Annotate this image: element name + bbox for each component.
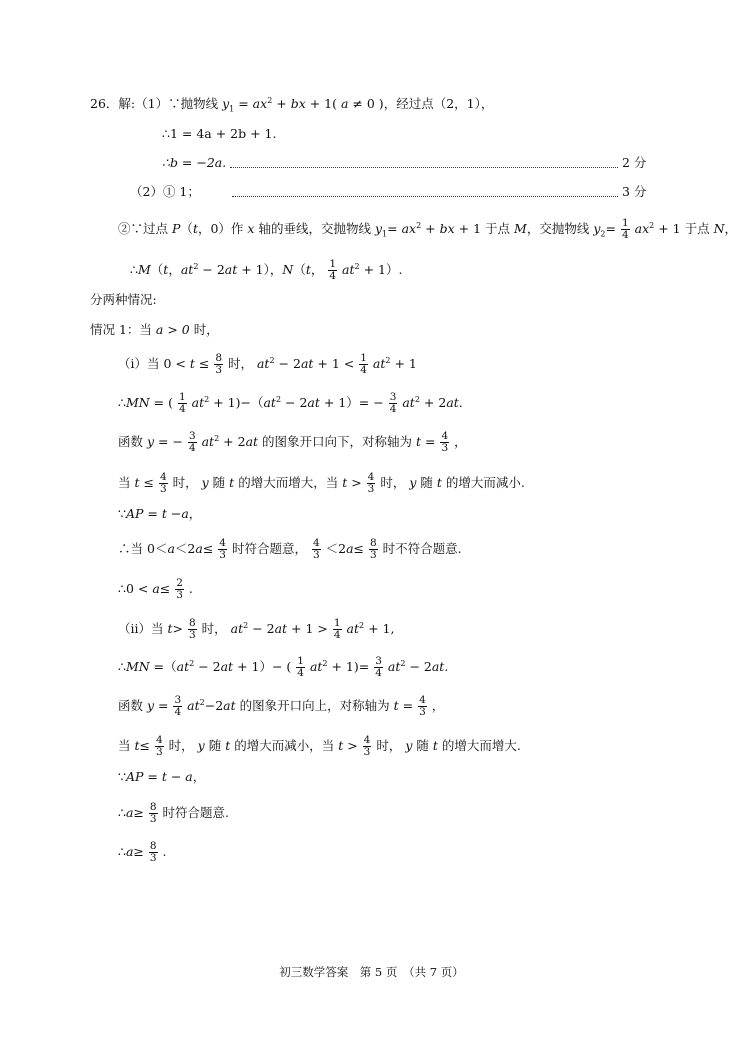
dot-leader [230, 167, 618, 168]
points-MN: ∴M（t，$at^2 - 2at + 1$），N（t， $\frac{1}{4}$ $at^2 + 1$）. [130, 258, 403, 282]
score-3: 3 分 [622, 184, 647, 199]
case-1: 情况 1：当 a > 0 时， [90, 322, 219, 337]
page-footer: 初三数学答案 第 5 页 （共 7 页） [279, 965, 464, 979]
case-1-ii: （ii）当 t> $\frac{8}{3}$ 时， $at^2 - 2at + 1$ > $\frac{1}{4}$ $at^2 + 1$, [118, 617, 395, 641]
problem-number: 26．解: [90, 96, 136, 111]
ap-1: ∵AP = t −a， [118, 506, 202, 521]
part2-1: （2）① 1； [130, 184, 200, 199]
mn-2: ∴MN $=(at^2 - 2at + 1)-$ ( $\frac{1}{4}$ $at^2 + 1)=$ $\frac{3}{4}$ $at^2 - 2at$. [118, 655, 449, 679]
range-1: ∴当 0＜a＜2a≤ $\frac{4}{3}$ 时符合题意， $\frac{4}{3}$ ＜2a≤ $\frac{8}{3}$ 时不符合题意. [118, 537, 462, 561]
monotone-2: 当 t≤ $\frac{4}{3}$ 时， y 随 t 的增大而减小，当 t > $\frac{4}{3}$ 时， y 随 t 的增大而增大. [118, 734, 521, 758]
monotone-1: 当 t ≤ $\frac{4}{3}$ 时， y 随 t 的增大而增大，当 t > $\frac{4}{3}$ 时， y 随 t 的增大而减小. [118, 471, 525, 495]
func-2: 函数 y = $\frac{3}{4}$ $at^2-2at$ 的图象开口向上，对称轴为 t = $\frac{4}{3}$ ， [118, 694, 445, 718]
step-2: ∴b = −2a. [162, 155, 227, 170]
step-1: ∴1 = 4a + 2b + 1. [162, 126, 277, 141]
problem-header: 26．解:（1）∵抛物线 $y_1 = ax^2$ + bx + 1( a ≠ 0 )，经过点（2，1）， [90, 95, 494, 114]
cases-intro: 分两种情况: [90, 292, 157, 307]
score-2: 2 分 [622, 155, 647, 170]
result-1: ∴0 < a≤ $\frac{2}{3}$ . [118, 577, 193, 601]
ap-2: ∵AP = t − a， [118, 769, 206, 784]
case-1-i: （i）当 0 < t ≤ $\frac{8}{3}$ 时， $at^2 - 2at + 1$ < $\frac{1}{4}$ $at^2 + 1$ [118, 352, 417, 376]
range-2: ∴a≥ $\frac{8}{3}$ 时符合题意. [118, 801, 230, 825]
mn-1: ∴MN = ( $\frac{1}{4}$ $at^2 + 1)-(at^2 - 2at + 1)=$ − $\frac{3}{4}$ $at^2 + 2at$. [118, 391, 463, 415]
part2-2: ②∵过点 P（t，0）作 x 轴的垂线，交抛物线 $y_1= ax^2$ + bx + 1 于点 M，交抛物线 $y_2=$ $\frac{1}{4}$ $ax^2 + 1$ 于点 N， [118, 217, 738, 241]
func-1: 函数 y = − $\frac{3}{4}$ $at^2 + 2at$ 的图象开口向下，对称轴为 t = $\frac{4}{3}$ ， [118, 430, 467, 454]
dot-leader [232, 196, 618, 197]
result-2: ∴a≥ $\frac{8}{3}$ . [118, 840, 167, 864]
